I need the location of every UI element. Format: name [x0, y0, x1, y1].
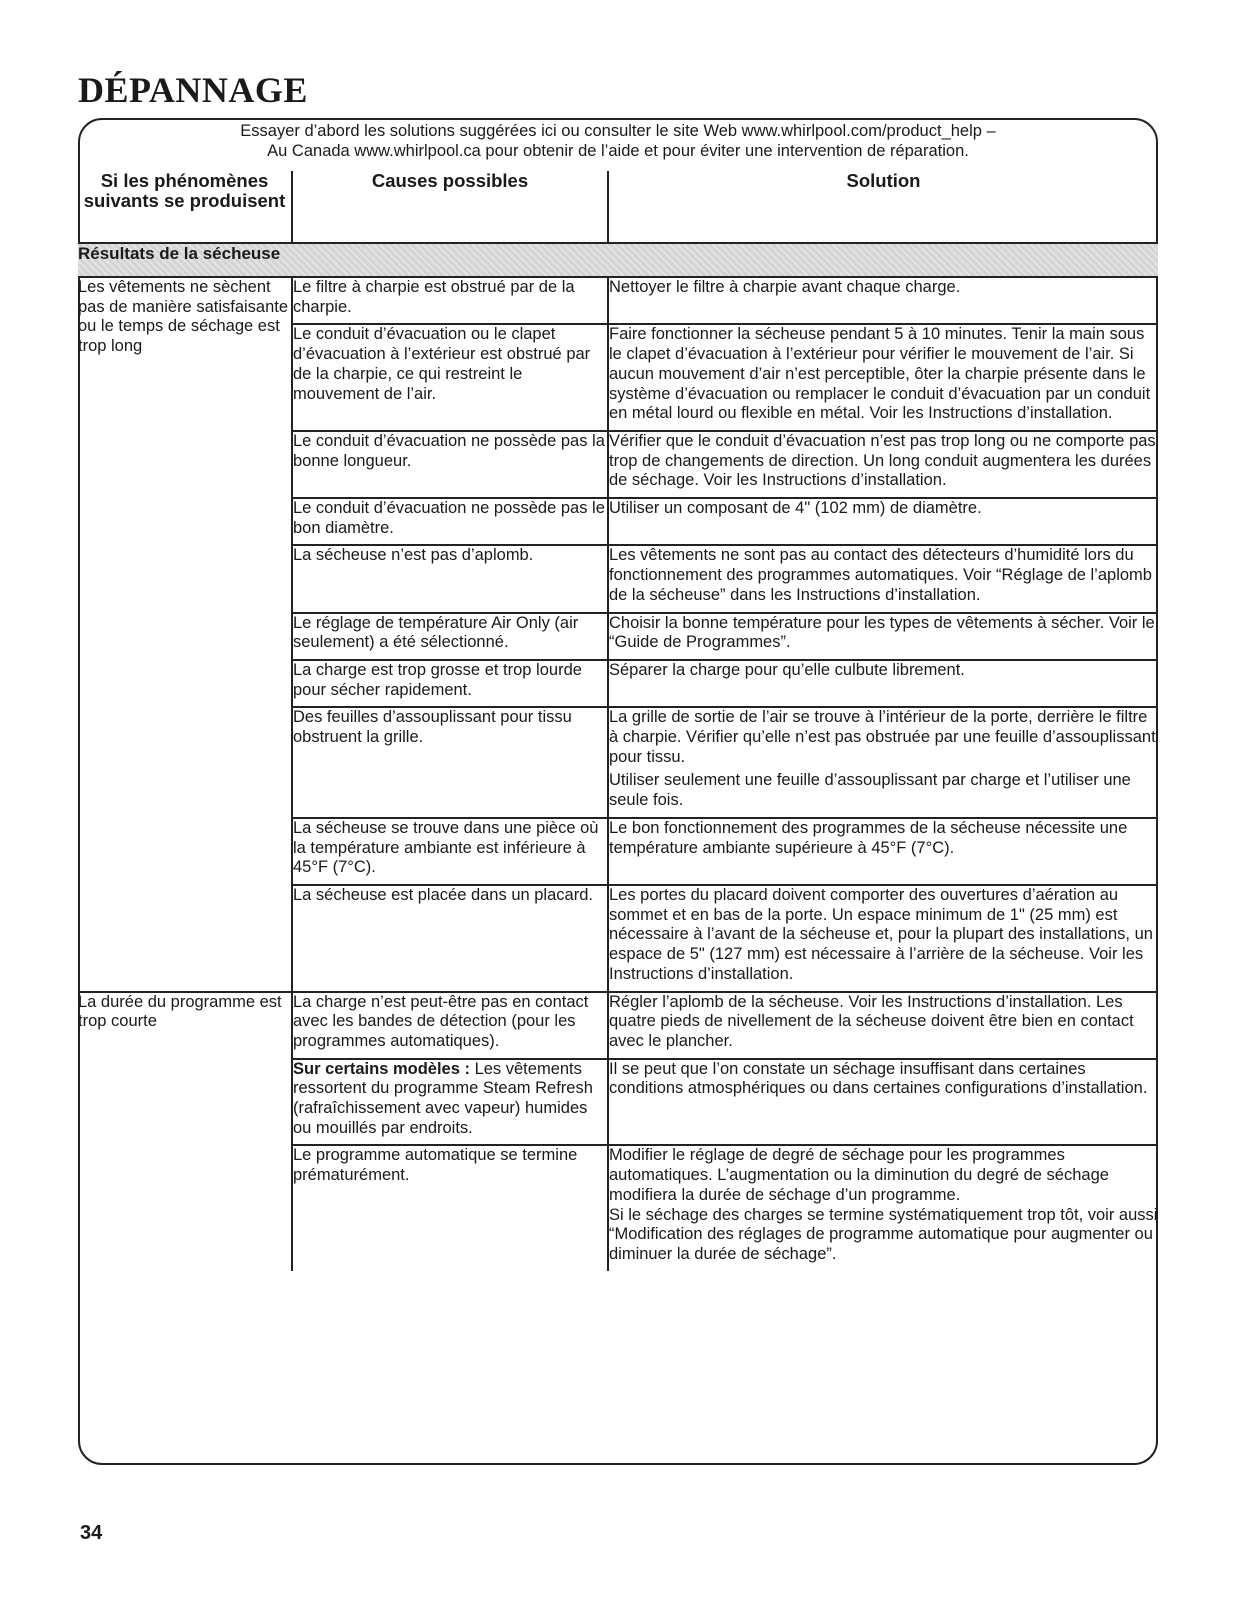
section-title: Résultats de la sécheuse: [78, 243, 1158, 277]
header-solution: Solution: [608, 171, 1158, 243]
page-number: 34: [80, 1522, 103, 1544]
solution-cell: [608, 1145, 1158, 1270]
solution-cell: Vérifier que le conduit d’évacuation n’est pas trop long ou ne comporte pas trop de changements de direction. Un long conduit augmentera les durées de séchage. Voir les Instructions d’installation.: [608, 431, 1158, 498]
symptom-cell: Les vêtements ne sèchent pas de manière satisfaisante ou le temps de séchage est trop long: [78, 277, 292, 992]
cause-cell: Le conduit d’évacuation ne possède pas le bon diamètre.: [292, 498, 608, 545]
table-row: [78, 277, 1158, 324]
solution-paragraph: Modifier le réglage de degré de séchage pour les programmes automatiques. L’augmentation ou la diminution du degré de séchage modifiera la durée de séchage d’un programme.: [609, 1146, 1109, 1204]
solution-cell: Nettoyer le filtre à charpie avant chaque charge.: [608, 277, 1158, 324]
header-cause: Causes possibles: [292, 171, 608, 243]
header-symptom: Si les phénomènes suivants se produisent: [78, 171, 292, 243]
cause-cell: Le conduit d’évacuation ou le clapet d’évacuation à l’extérieur est obstrué par de la charpie, ce qui restreint le mouvement de l’air.: [292, 324, 608, 431]
solution-cell: Les portes du placard doivent comporter des ouvertures d’aération au sommet et en bas de la porte. Un espace minimum de 1" (25 mm) est nécessaire à l’avant de la sécheuse et, pour la plupart des installations, un espace de 5" (127 mm) est nécessaire à l’arrière de la sécheuse. Voir les Instructions d’installation.: [608, 885, 1158, 992]
solution-cell: Faire fonctionner la sécheuse pendant 5 à 10 minutes. Tenir la main sous le clapet d’évacuation à l’extérieur pour vérifier le mouvement de l’air. Si aucun mouvement d’air n’est perceptible, ôter la charpie présente dans le système d’évacuation ou remplacer le conduit d’évacuation par un conduit en métal lourd ou flexible en métal. Voir les Instructions d’installation.: [608, 324, 1158, 431]
solution-cell: Il se peut que l’on constate un séchage insuffisant dans certaines conditions atmosphériques ou dans certaines configurations d’installation.: [608, 1059, 1158, 1146]
solution-cell: Régler l’aplomb de la sécheuse. Voir les Instructions d’installation. Les quatre pieds de nivellement de la sécheuse doivent être bien en contact avec le plancher.: [608, 992, 1158, 1059]
solution-cell: Choisir la bonne température pour les types de vêtements à sécher. Voir le “Guide de Programmes”.: [608, 613, 1158, 660]
cause-text: Les vêtements ressortent du programme Steam Refresh (rafraîchissement avec vapeur) humides ou mouillés par endroits.: [293, 1059, 593, 1137]
intro-line-2: Au Canada www.whirlpool.ca pour obtenir de l’aide et pour éviter une intervention de réparation.: [267, 141, 969, 160]
cause-cell: Le conduit d’évacuation ne possède pas la bonne longueur.: [292, 431, 608, 498]
cause-cell: Le programme automatique se termine prématurément.: [292, 1145, 608, 1270]
cause-cell: [292, 1059, 608, 1146]
symptom-cell: La durée du programme est trop courte: [78, 992, 292, 1271]
solution-paragraph: Utiliser seulement une feuille d’assouplissant par charge et l’utiliser une seule fois.: [609, 771, 1131, 810]
cause-cell: La charge n’est peut-être pas en contact avec les bandes de détection (pour les programmes automatiques).: [292, 992, 608, 1059]
cause-bold-prefix: Sur certains modèles :: [293, 1059, 470, 1078]
cause-cell: La charge est trop grosse et trop lourde pour sécher rapidement.: [292, 660, 608, 707]
table-row: [78, 992, 1158, 1059]
cause-cell: La sécheuse n’est pas d’aplomb.: [292, 545, 608, 612]
table-header-row: [78, 171, 1158, 243]
solution-cell: Séparer la charge pour qu’elle culbute librement.: [608, 660, 1158, 707]
page-title: DÉPANNAGE: [78, 70, 308, 110]
solution-cell: [608, 707, 1158, 818]
cause-cell: La sécheuse se trouve dans une pièce où la température ambiante est inférieure à 45°F (7°C).: [292, 818, 608, 885]
section-row: [78, 243, 1158, 277]
solution-cell: Les vêtements ne sont pas au contact des détecteurs d’humidité lors du fonctionnement des programmes automatiques. Voir “Réglage de l’aplomb de la sécheuse” dans les Instructions d’installation.: [608, 545, 1158, 612]
solution-cell: Utiliser un composant de 4" (102 mm) de diamètre.: [608, 498, 1158, 545]
cause-cell: Le filtre à charpie est obstrué par de la charpie.: [292, 277, 608, 324]
solution-cell: Le bon fonctionnement des programmes de la sécheuse nécessite une température ambiante supérieure à 45°F (7°C).: [608, 818, 1158, 885]
intro-line-1: Essayer d’abord les solutions suggérées ici ou consulter le site Web www.whirlpool.com/product_help –: [240, 122, 996, 140]
solution-paragraph: La grille de sortie de l’air se trouve à l’intérieur de la porte, derrière le filtre à charpie. Vérifier qu’elle n’est pas obstruée par une feuille d’assouplissant pour tissu.: [609, 708, 1156, 766]
troubleshooting-table: [78, 171, 1158, 1271]
cause-cell: La sécheuse est placée dans un placard.: [292, 885, 608, 992]
cause-cell: Le réglage de température Air Only (air seulement) a été sélectionné.: [292, 613, 608, 660]
intro-text: [78, 122, 1158, 161]
cause-cell: Des feuilles d’assouplissant pour tissu obstruent la grille.: [292, 707, 608, 818]
solution-paragraph: Si le séchage des charges se termine systématiquement trop tôt, voir aussi “Modification des réglages de programme automatique pour augmenter ou diminuer la durée de séchage”.: [609, 1205, 1158, 1263]
